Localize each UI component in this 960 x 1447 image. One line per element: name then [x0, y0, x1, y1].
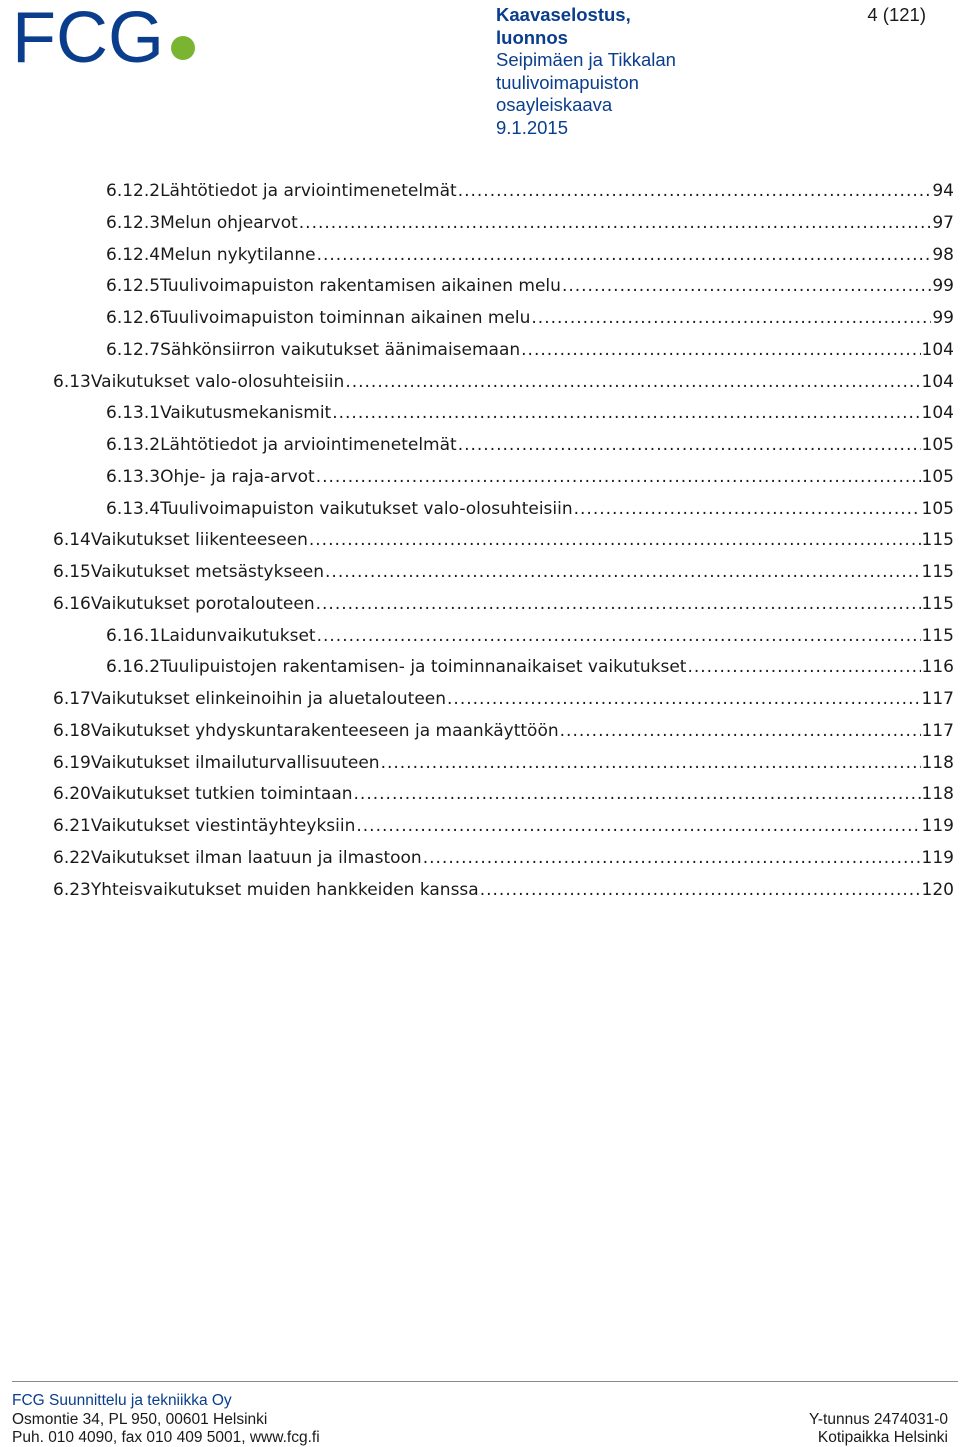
toc-entry-number: 6.17 — [53, 689, 91, 709]
toc-dot-leader — [381, 753, 921, 773]
toc-entry-page: 99 — [932, 276, 954, 297]
toc-entry-number: 6.12.5 — [106, 276, 161, 297]
toc-entry[interactable] — [106, 403, 954, 427]
toc-entry-title: Vaikutukset metsästykseen — [90, 562, 325, 582]
footer-line — [12, 1428, 948, 1447]
header-title-line: luonnos — [496, 26, 568, 48]
toc-entry-number: 6.18 — [53, 720, 91, 741]
toc-entry-title: Tuulivoimapuiston rakentamisen aikainen melu — [160, 276, 561, 297]
toc-entry-title: Tuulipuistojen rakentamisen- ja toiminnanaikaiset vaikutukset — [160, 657, 687, 678]
toc-entry-number: 6.13.2 — [106, 435, 161, 455]
toc-dot-leader — [325, 562, 921, 582]
toc-entry-number: 6.16.2 — [106, 657, 161, 678]
toc-entry[interactable] — [106, 276, 954, 300]
toc-entry-title: Vaikutukset ilmailuturvallisuuteen — [90, 752, 380, 773]
toc-entry[interactable] — [106, 499, 954, 523]
toc-entry-number: 6.12.7 — [106, 339, 161, 360]
toc-dot-leader — [316, 467, 921, 487]
toc-entry[interactable] — [53, 372, 954, 396]
toc-entry-title: Sähkönsiirron vaikutukset äänimaisemaan — [160, 339, 521, 360]
toc-entry-page: 119 — [921, 847, 954, 868]
toc-entry[interactable] — [106, 657, 954, 681]
toc-entry[interactable] — [106, 435, 954, 459]
toc-entry-title: Vaikutukset porotalouteen — [90, 593, 315, 614]
toc-entry-number: 6.12.6 — [106, 308, 161, 328]
page-number: 4 (121) — [867, 4, 926, 25]
toc-dot-leader — [574, 499, 921, 519]
toc-entry-page: 116 — [921, 657, 954, 678]
toc-dot-leader — [521, 340, 920, 360]
toc-entry[interactable] — [53, 562, 954, 586]
toc-entry-page: 105 — [921, 466, 954, 487]
toc-dot-leader — [458, 435, 921, 455]
toc-dot-leader — [687, 657, 920, 677]
toc-entry-title: Lähtötiedot ja arviointimenetelmät — [160, 181, 457, 201]
toc-entry[interactable] — [106, 467, 954, 491]
toc-entry-number: 6.13 — [53, 371, 91, 392]
toc-entry[interactable] — [106, 181, 954, 205]
toc-entry-title: Tuulivoimapuiston toiminnan aikainen melu — [160, 308, 531, 328]
header-date: 9.1.2015 — [496, 116, 569, 138]
toc-entry-number: 6.21 — [53, 816, 91, 836]
toc-entry-number: 6.16.1 — [106, 625, 161, 646]
toc-entry[interactable] — [53, 848, 954, 872]
toc-dot-leader — [299, 213, 932, 233]
toc-dot-leader — [354, 784, 921, 804]
toc-entry[interactable] — [53, 816, 954, 840]
toc-entry[interactable] — [53, 784, 954, 808]
toc-entry-page: 99 — [932, 308, 954, 328]
toc-dot-leader — [345, 372, 920, 392]
toc-entry-number: 6.12.4 — [106, 244, 161, 265]
footer-business-id: Y-tunnus 2474031-0 — [808, 1411, 948, 1428]
toc-entry[interactable] — [53, 594, 954, 618]
footer-company: FCG Suunnittelu ja tekniikka Oy — [12, 1392, 232, 1409]
toc-entry[interactable] — [53, 880, 954, 904]
toc-dot-leader — [309, 530, 921, 550]
toc-dot-leader — [447, 689, 921, 709]
toc-entry-page: 104 — [921, 403, 954, 424]
toc-entry-page: 120 — [921, 879, 954, 900]
toc-entry-number: 6.13.3 — [106, 466, 161, 487]
footer-address: Osmontie 34, PL 950, 00601 Helsinki — [12, 1411, 268, 1428]
toc-entry-number: 6.15 — [53, 562, 91, 582]
toc-entry-number: 6.23 — [53, 879, 91, 900]
toc-entry-title: Vaikutukset yhdyskuntarakenteeseen ja maankäyttöön — [90, 720, 559, 741]
toc-entry-title: Vaikutukset ilman laatuun ja ilmastoon — [90, 847, 422, 868]
toc-entry[interactable] — [106, 308, 954, 332]
toc-entry[interactable] — [53, 753, 954, 777]
toc-entry-number: 6.13.4 — [106, 498, 161, 519]
toc-entry-page: 115 — [921, 562, 954, 582]
footer-domicile: Kotipaikka Helsinki — [817, 1429, 948, 1446]
toc-entry-page: 104 — [921, 371, 954, 392]
toc-entry[interactable] — [106, 340, 954, 364]
toc-entry-number: 6.14 — [53, 530, 91, 551]
toc-entry-number: 6.22 — [53, 847, 91, 868]
toc-entry-page: 118 — [921, 784, 954, 805]
toc-entry-page: 104 — [921, 339, 954, 360]
toc-entry-title: Vaikutukset liikenteeseen — [90, 530, 308, 551]
toc-dot-leader — [562, 276, 931, 296]
toc-entry-page: 105 — [921, 498, 954, 519]
logo-dot — [171, 36, 195, 60]
toc-entry[interactable] — [106, 245, 954, 269]
toc-entry-page: 117 — [921, 720, 954, 741]
toc-entry[interactable] — [53, 689, 954, 713]
footer-line — [12, 1391, 948, 1410]
toc-dot-leader — [458, 181, 932, 201]
toc-dot-leader — [332, 403, 920, 423]
toc-entry-page: 115 — [921, 625, 954, 646]
toc-entry-title: Ohje- ja raja-arvot — [160, 466, 315, 487]
header-subtitle-line: Seipimäen ja Tikkalan — [496, 49, 676, 70]
toc-entry-title: Vaikutusmekanismit — [160, 403, 332, 424]
toc-entry-title: Vaikutukset viestintäyhteyksiin — [90, 816, 356, 836]
toc-entry-number: 6.13.1 — [106, 403, 161, 424]
header-subtitle-line: osayleiskaava — [496, 94, 613, 115]
toc-entry-page: 115 — [921, 593, 954, 614]
toc-dot-leader — [317, 245, 932, 265]
toc-dot-leader — [480, 880, 921, 900]
toc-entry-title: Lähtötiedot ja arviointimenetelmät — [160, 435, 457, 455]
toc-dot-leader — [356, 816, 920, 836]
header-title-line: Kaavaselostus, — [496, 4, 631, 25]
toc-entry[interactable] — [53, 530, 954, 554]
toc-entry[interactable] — [106, 213, 954, 237]
toc-entry[interactable] — [53, 721, 954, 745]
toc-entry-title: Melun nykytilanne — [160, 244, 316, 265]
toc-entry-page: 105 — [921, 435, 954, 455]
toc-entry-title: Yhteisvaikutukset muiden hankkeiden kanssa — [90, 879, 479, 900]
toc-entry-page: 118 — [921, 752, 954, 773]
toc-entry-page: 97 — [932, 212, 954, 233]
toc-dot-leader — [317, 626, 921, 646]
toc-entry[interactable] — [106, 626, 954, 650]
toc-entry-title: Vaikutukset valo-olosuhteisiin — [90, 371, 345, 392]
toc-entry-number: 6.20 — [53, 784, 91, 805]
toc-entry-number: 6.12.3 — [106, 212, 161, 233]
toc-entry-page: 94 — [932, 181, 954, 201]
toc-entry-title: Vaikutukset tutkien toimintaan — [90, 784, 353, 805]
toc-entry-title: Tuulivoimapuiston vaikutukset valo-olosuhteisiin — [160, 498, 573, 519]
toc-dot-leader — [316, 594, 921, 614]
toc-dot-leader — [560, 721, 921, 741]
footer-contact: Puh. 010 4090, fax 010 409 5001, www.fcg.fi — [12, 1429, 320, 1446]
toc-entry-page: 115 — [921, 530, 954, 551]
toc-entry-page: 119 — [921, 816, 954, 836]
toc-entry-title: Melun ohjearvot — [160, 212, 298, 233]
fcg-logo — [12, 4, 202, 66]
logo-wordmark: FCG — [12, 4, 164, 66]
toc-entry-page: 98 — [932, 244, 954, 265]
toc-entry-number: 6.16 — [53, 593, 91, 614]
toc-dot-leader — [423, 848, 921, 868]
document-header — [496, 4, 756, 139]
toc-dot-leader — [531, 308, 931, 328]
footer-line — [12, 1410, 948, 1429]
header-subtitle-line: tuulivoimapuiston — [496, 71, 639, 93]
toc-entry-title: Laidunvaikutukset — [160, 625, 316, 646]
toc-entry-number: 6.19 — [53, 752, 91, 773]
toc-entry-number: 6.12.2 — [106, 181, 161, 201]
toc-entry-page: 117 — [921, 689, 954, 709]
toc-entry-title: Vaikutukset elinkeinoihin ja aluetalouteen — [90, 689, 447, 709]
footer-divider — [12, 1381, 958, 1382]
